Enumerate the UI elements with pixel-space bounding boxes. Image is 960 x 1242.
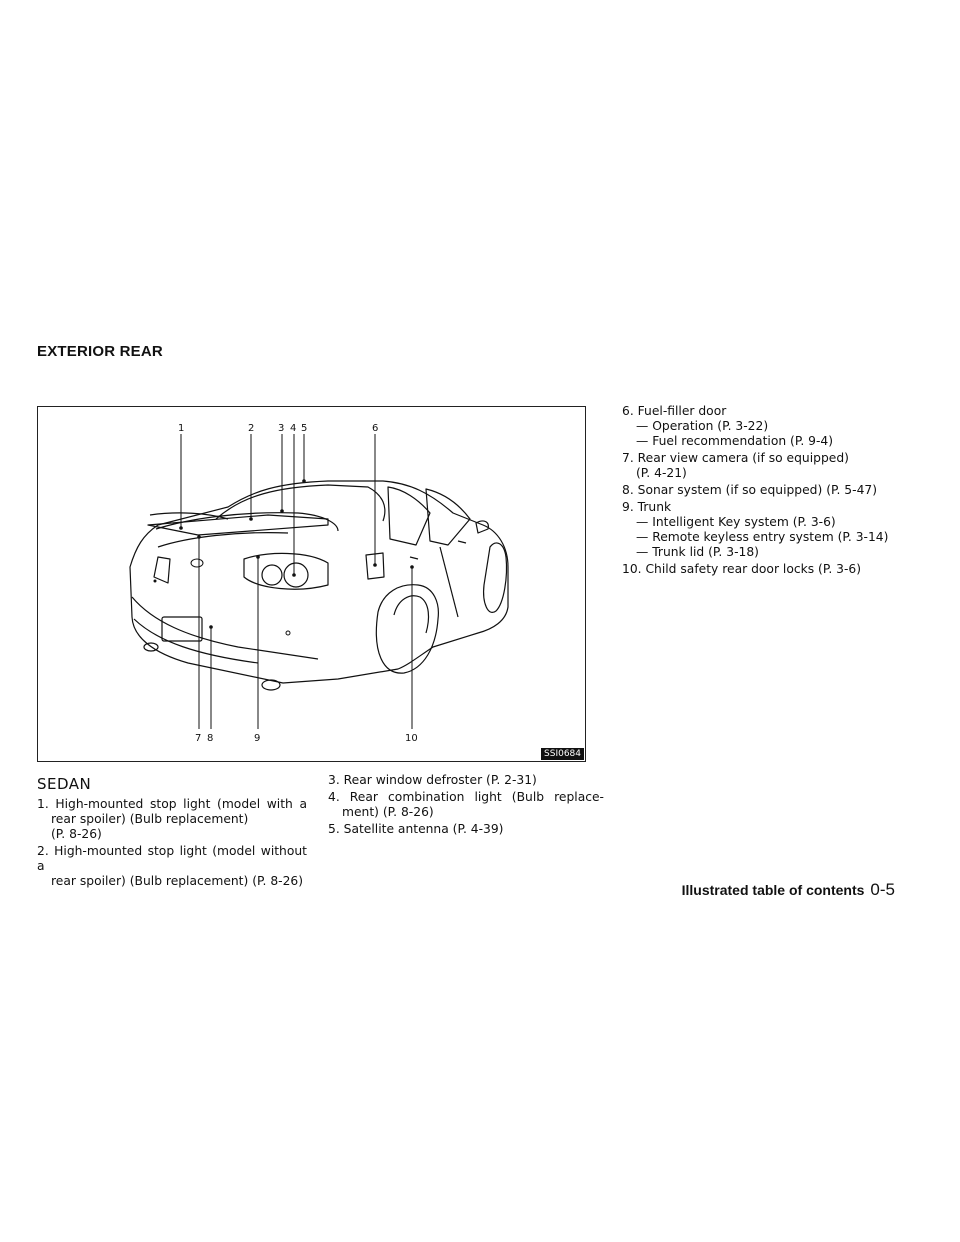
callout-9: 9 xyxy=(254,733,261,744)
legend-item-text: 8. Sonar system (if so equipped) (P. 5-47) xyxy=(622,483,878,497)
legend-item-text: 1. High-mounted stop light (model with a xyxy=(37,797,307,811)
section-title: EXTERIOR REAR xyxy=(37,343,163,360)
page-number: 0-5 xyxy=(870,880,895,899)
legend-item-text: 6. Fuel-filler door xyxy=(622,404,727,418)
subheading-sedan: SEDAN xyxy=(37,775,92,793)
legend-item-1 xyxy=(37,797,307,842)
legend-subitem: — Trunk lid (P. 3-18) xyxy=(636,545,759,559)
legend-column-1 xyxy=(37,797,307,891)
callout-8: 8 xyxy=(207,733,214,744)
car-rear-drawing xyxy=(38,407,585,761)
legend-item-10 xyxy=(622,562,922,577)
legend-item-7 xyxy=(622,451,922,481)
callout-2: 2 xyxy=(248,423,255,434)
callout-leaders xyxy=(181,434,412,729)
callout-10: 10 xyxy=(405,733,418,744)
callout-6: 6 xyxy=(372,423,379,434)
callout-4: 4 xyxy=(290,423,297,434)
sedan-outline xyxy=(130,481,508,690)
exterior-rear-illustration xyxy=(37,406,586,762)
legend-item-8 xyxy=(622,483,922,498)
legend-item-continuation: ment) (P. 8-26) xyxy=(342,805,434,819)
legend-item-text: 9. Trunk xyxy=(622,500,672,514)
legend-subitem: — Intelligent Key system (P. 3-6) xyxy=(636,515,836,529)
page-footer xyxy=(682,880,895,900)
legend-item-continuation: (P. 8-26) xyxy=(51,827,102,841)
legend-item-2 xyxy=(37,844,307,889)
legend-item-text: 3. Rear window defroster (P. 2-31) xyxy=(328,773,537,787)
legend-item-6 xyxy=(622,404,922,449)
legend-subitem: — Remote keyless entry system (P. 3-14) xyxy=(636,530,889,544)
legend-item-text: 5. Satellite antenna (P. 4-39) xyxy=(328,822,504,836)
legend-item-text: 2. High-mounted stop light (model without a xyxy=(37,844,307,873)
callout-1: 1 xyxy=(178,423,185,434)
legend-item-text: 7. Rear view camera (if so equipped) xyxy=(622,451,849,465)
legend-item-5 xyxy=(328,822,604,837)
footer-section-label: Illustrated table of contents xyxy=(681,882,865,898)
figure-code: SSI0684 xyxy=(541,748,584,760)
legend-item-9 xyxy=(622,500,922,560)
callout-3: 3 xyxy=(278,423,285,434)
emblem-logo xyxy=(191,559,203,567)
legend-item-continuation: (P. 4-21) xyxy=(636,466,687,480)
callout-7: 7 xyxy=(195,733,202,744)
legend-item-continuation: rear spoiler) (Bulb replacement) xyxy=(51,812,249,826)
legend-subitem: — Fuel recommendation (P. 9-4) xyxy=(636,434,834,448)
legend-item-3 xyxy=(328,773,604,788)
legend-item-text: 10. Child safety rear door locks (P. 3-6) xyxy=(622,562,862,576)
legend-item-text: 4. Rear combination light (Bulb replace- xyxy=(328,790,604,804)
legend-item-continuation: rear spoiler) (Bulb replacement) (P. 8-26) xyxy=(51,874,304,888)
callout-5: 5 xyxy=(301,423,308,434)
legend-column-2 xyxy=(328,773,604,839)
legend-column-3 xyxy=(622,404,922,579)
legend-item-4 xyxy=(328,790,604,820)
legend-subitem: — Operation (P. 3-22) xyxy=(636,419,769,433)
